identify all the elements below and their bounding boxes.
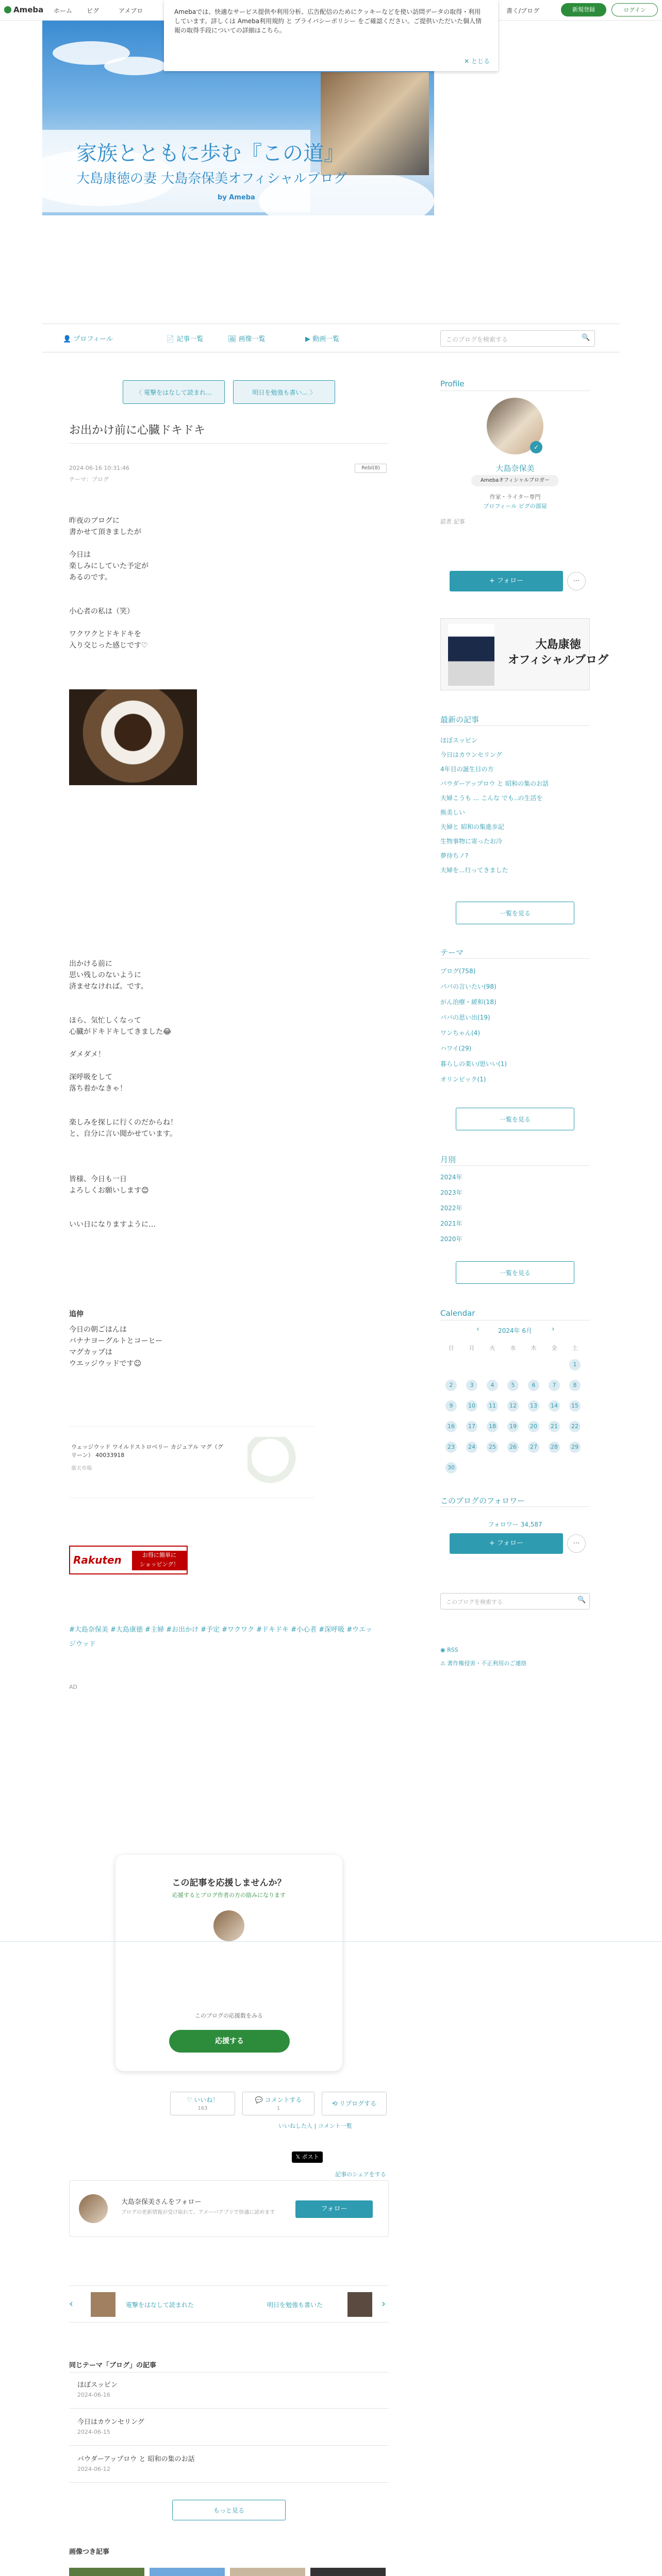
article-line: 皆様、今日も一日 bbox=[69, 1175, 127, 1183]
calendar-day[interactable]: 17 bbox=[466, 1421, 477, 1432]
sidebar-follow-button[interactable]: + フォロー bbox=[450, 571, 563, 591]
article-line: 昨夜のブログに bbox=[69, 517, 120, 525]
hashtags[interactable]: #大島奈保美 #大島康徳 #主婦 #お出かけ #予定 #ワクワク #ドキドキ #小心者 #深呼吸 #ウエッジウッド bbox=[69, 1626, 372, 1648]
rakuten-logo: Rakuten bbox=[73, 1554, 122, 1566]
post-x-button[interactable]: 𝕏 ポスト bbox=[292, 2151, 323, 2163]
likes-comments-link[interactable]: いいねした人 | コメント一覧 bbox=[278, 2123, 352, 2129]
calendar-day[interactable]: 16 bbox=[445, 1421, 457, 1432]
recent-item[interactable]: 4年目の誕生日の方 bbox=[440, 766, 494, 773]
like-button[interactable]: ♡ いいね！ 163 bbox=[170, 2092, 235, 2115]
divider bbox=[440, 725, 590, 726]
calendar-day[interactable]: 25 bbox=[487, 1442, 498, 1453]
recent-item[interactable]: 熊美しい bbox=[440, 809, 466, 816]
official-badge: Amebaオフィシャルブロガー bbox=[471, 475, 559, 486]
image-article-thumb[interactable] bbox=[310, 2568, 386, 2576]
month-item[interactable]: 2022年 bbox=[440, 1205, 462, 1212]
comment-icon: 💬 bbox=[255, 2096, 263, 2104]
image-article-thumb[interactable] bbox=[150, 2568, 225, 2576]
calendar-day[interactable]: 24 bbox=[466, 1442, 477, 1453]
rss-icon: ◉ bbox=[440, 1647, 445, 1653]
rss-link[interactable]: ◉ RSS bbox=[440, 1647, 458, 1653]
register-button[interactable]: 新規登録 bbox=[561, 3, 606, 16]
follower-count[interactable]: フォロワー 34,587 bbox=[488, 1521, 542, 1528]
calendar-day[interactable]: 23 bbox=[445, 1442, 457, 1453]
product-source: 楽天市場 bbox=[71, 1466, 92, 1471]
article-title[interactable]: お出かけ前に心臓ドキドキ bbox=[69, 424, 206, 437]
notice-close-button[interactable]: ✕ とじる bbox=[464, 58, 490, 65]
article-line: 入り交じった感じです♡ bbox=[69, 641, 148, 650]
divider bbox=[440, 1506, 590, 1507]
same-theme-item-title[interactable]: ほぼスッピン bbox=[77, 2381, 118, 2389]
calendar-day[interactable]: 5 bbox=[507, 1380, 519, 1391]
official-check-icon: ✓ bbox=[530, 441, 542, 453]
divider bbox=[69, 2445, 389, 2446]
blog-nav bbox=[42, 324, 620, 352]
calendar-day[interactable]: 18 bbox=[487, 1421, 498, 1432]
nav-videos[interactable]: ▶ 動画一覧 bbox=[305, 335, 340, 343]
calendar-weekday: 月 bbox=[469, 1345, 475, 1351]
prev-thumb[interactable] bbox=[91, 2292, 115, 2317]
article-line: ウエッジウッドです☺ bbox=[69, 1360, 142, 1368]
recent-item[interactable]: 生物事物に寄ったお冷 bbox=[440, 838, 503, 845]
calendar-day[interactable]: 9 bbox=[445, 1400, 457, 1412]
pager-next[interactable]: 明日を勉強も書いた bbox=[267, 2301, 323, 2309]
recent-item[interactable]: ほぼスッピン bbox=[440, 737, 477, 744]
product-name[interactable]: ウェッジウッド ワイルドストロベリー カジュアル マグ（グリーン） 40033918 bbox=[71, 1444, 223, 1459]
article-line: ほら、気忙しくなって bbox=[69, 1016, 141, 1025]
search-input[interactable]: このブログを検索する bbox=[440, 330, 595, 347]
article-date: 2024-06-16 10:31:46 bbox=[69, 465, 129, 471]
recent-title: 最新の記事 bbox=[440, 715, 479, 724]
support-card bbox=[115, 1855, 342, 2071]
warning-icon: ⚠ bbox=[440, 1660, 445, 1667]
month-item[interactable]: 2024年 bbox=[440, 1174, 462, 1181]
blog-title[interactable]: 家族とともに歩む『この道』 bbox=[76, 142, 344, 165]
theme-title: テーマ bbox=[440, 948, 464, 957]
recent-item[interactable]: 夢待ちノ? bbox=[440, 852, 469, 859]
calendar-day[interactable]: 11 bbox=[487, 1400, 498, 1412]
calendar-day[interactable]: 4 bbox=[487, 1380, 498, 1391]
profile-links[interactable]: プロフィール ピグの部屋 bbox=[483, 503, 547, 510]
avatar bbox=[213, 1910, 244, 1941]
image-article-thumb[interactable] bbox=[69, 2568, 144, 2576]
calendar-day[interactable]: 8 bbox=[569, 1380, 581, 1391]
article-line: 出かける前に bbox=[69, 960, 112, 968]
cookie-notice-text: Amebaでは、快適なサービス提供や利用分析、広告配信のためにクッキーなどを使い訪問データの取得・利用しています。詳しくは Ameba利用規約 と プライバシーポリシー をご確認ください。ご提供いただいた個人情報の取得手段についての詳細はこちら。 bbox=[174, 8, 482, 34]
theme-item[interactable]: オリンピック(1) bbox=[440, 1076, 486, 1083]
article-line: 楽しみにしていた予定が bbox=[69, 562, 148, 570]
calendar-day[interactable]: 27 bbox=[528, 1442, 539, 1453]
follow-box-name: 大島奈保美さんをフォロー bbox=[121, 2198, 202, 2206]
heart-icon: ♡ bbox=[186, 2096, 192, 2104]
month-item[interactable]: 2023年 bbox=[440, 1189, 462, 1196]
calendar-weekday: 火 bbox=[489, 1345, 495, 1351]
article-line: マグカップは bbox=[69, 1348, 112, 1357]
follower-title: このブログのフォロワー bbox=[440, 1496, 525, 1505]
nav-ameblo[interactable]: アメブロ bbox=[119, 7, 143, 14]
comment-button[interactable]: 💬 コメントする 1 bbox=[242, 2092, 315, 2115]
article-line: と、自分に言い聞かせています。 bbox=[69, 1130, 177, 1138]
next-article-button[interactable]: 明日を勉強も書い... 〉 bbox=[233, 380, 335, 404]
article-line: 心臓がドキドキしてきました😂 bbox=[69, 1028, 172, 1036]
article-line: ワクワクとドキドキを bbox=[69, 630, 141, 638]
nav-pigg[interactable]: ピグ bbox=[87, 7, 100, 14]
support-title: この記事を応援しませんか？ bbox=[172, 1878, 286, 1888]
chevron-right-icon[interactable]: › bbox=[382, 2297, 386, 2310]
calendar-day[interactable]: 19 bbox=[507, 1421, 519, 1432]
calendar-day[interactable]: 2 bbox=[445, 1380, 457, 1391]
article-theme[interactable]: テーマ：ブログ bbox=[69, 476, 109, 483]
sidebar-follow-button-2[interactable]: + フォロー bbox=[450, 1533, 563, 1554]
theme-item[interactable]: ハワイ(29) bbox=[440, 1045, 472, 1052]
calendar-day[interactable]: 29 bbox=[569, 1442, 581, 1453]
article-line: 書かせて頂きましたが bbox=[69, 528, 141, 536]
calendar-day[interactable]: 30 bbox=[445, 1462, 457, 1473]
theme-more-button[interactable]: 一覧を見る bbox=[456, 1108, 574, 1130]
theme-item[interactable]: パパの言いたい(98) bbox=[440, 983, 496, 990]
month-more-button[interactable]: 一覧を見る bbox=[456, 1261, 574, 1284]
cal-prev-icon[interactable]: ‹ bbox=[476, 1325, 479, 1333]
article-line: 深呼吸をして bbox=[69, 1073, 112, 1081]
same-theme-item-title[interactable]: パウダーアップロウ と 昭和の集のお話 bbox=[77, 2455, 195, 2463]
article-line: 思い残しのないように bbox=[69, 971, 141, 979]
recent-item[interactable]: 夫婦と 昭和の集進歩記 bbox=[440, 823, 504, 831]
login-button[interactable]: ログイン bbox=[611, 3, 658, 16]
section-divider bbox=[0, 1941, 662, 1942]
logo-icon bbox=[4, 6, 11, 13]
nav-entries[interactable]: 📄 記事一覧 bbox=[166, 335, 204, 343]
article-line: ダメダメ！ bbox=[69, 1050, 105, 1059]
month-item[interactable]: 2021年 bbox=[440, 1220, 462, 1227]
calendar-day[interactable]: 28 bbox=[549, 1442, 560, 1453]
calendar-day[interactable]: 3 bbox=[466, 1380, 477, 1391]
article-line: よろしくお願いします😊 bbox=[69, 1187, 149, 1195]
calendar-day[interactable]: 20 bbox=[528, 1421, 539, 1432]
calendar-title: Calendar bbox=[440, 1309, 475, 1318]
nav-profile[interactable]: 👤 プロフィール bbox=[63, 335, 113, 343]
follow-box-desc: ブログの更新情報が受け取れて、アメーバアプリで快適に読めます bbox=[121, 2210, 275, 2215]
theme-item[interactable]: 暮らしの楽い/思いい(1) bbox=[440, 1060, 507, 1067]
theme-item[interactable]: ブログ(758) bbox=[440, 968, 476, 975]
recent-item[interactable]: パウダーアップロウ と 昭和の集のお話 bbox=[440, 780, 549, 787]
mug-image[interactable] bbox=[247, 1437, 304, 1488]
same-theme-more-button[interactable]: もっと見る bbox=[172, 2500, 286, 2520]
month-title: 月別 bbox=[440, 1155, 456, 1164]
image-articles-title: 画像つき記事 bbox=[69, 2548, 110, 2556]
same-theme-item-date: 2024-06-15 bbox=[77, 2429, 110, 2435]
calendar-day[interactable]: 12 bbox=[507, 1400, 519, 1412]
blog-subtitle: 大島康徳の妻 大島奈保美オフィシャルブログ bbox=[76, 171, 347, 187]
article-line: あるのです。 bbox=[69, 573, 112, 582]
prev-article-button[interactable]: 〈 電撃をはなして読まれ... bbox=[123, 380, 225, 404]
postscript-heading: 追伸 bbox=[69, 1310, 84, 1318]
article-line: 今日の朝ごはんは bbox=[69, 1326, 127, 1334]
same-theme-title: 同じテーマ「ブログ」の記事 bbox=[69, 2362, 157, 2369]
chevron-left-icon[interactable]: ‹ bbox=[69, 2297, 73, 2310]
theme-item[interactable]: がん治療・緩和(18) bbox=[440, 998, 496, 1006]
theme-item[interactable]: パパの思い出(19) bbox=[440, 1014, 490, 1021]
ad-label: AD bbox=[69, 1684, 77, 1690]
cookie-notice bbox=[164, 0, 498, 71]
next-thumb[interactable] bbox=[347, 2292, 372, 2317]
same-theme-item-date: 2024-06-16 bbox=[77, 2392, 110, 2398]
article-line: いい日になりますように… bbox=[69, 1221, 156, 1229]
cloud-shape bbox=[104, 57, 166, 75]
calendar-weekday: 金 bbox=[551, 1345, 557, 1351]
banner-text: 大島康徳 オフィシャルブログ bbox=[508, 638, 609, 667]
calendar-day[interactable]: 1 bbox=[569, 1359, 581, 1370]
reblog-icon: ⟲ bbox=[332, 2100, 338, 2107]
calendar-day[interactable]: 21 bbox=[549, 1421, 560, 1432]
calendar-month: 2024年 6月 bbox=[498, 1327, 532, 1334]
cal-next-icon[interactable]: › bbox=[552, 1325, 555, 1333]
write-blog-link[interactable]: 書く/ブログ bbox=[506, 7, 540, 14]
report-link[interactable]: ⚠ 著作権侵害・不正利用のご連絡 bbox=[440, 1660, 527, 1667]
follow-box bbox=[69, 2180, 389, 2237]
avatar bbox=[79, 2194, 108, 2223]
recent-item[interactable]: 今日はカウンセリング bbox=[440, 751, 502, 758]
same-theme-item-title[interactable]: 今日はカウンセリング bbox=[77, 2418, 144, 2426]
divider bbox=[69, 2482, 389, 2483]
pager-prev[interactable]: 電撃をはなして読まれた bbox=[126, 2301, 194, 2309]
same-theme-item-date: 2024-06-12 bbox=[77, 2466, 110, 2472]
nav-images[interactable]: 🖼 画像一覧 bbox=[228, 335, 266, 343]
article-line: 済ませなければ。です。 bbox=[69, 982, 148, 991]
follow-button[interactable]: フォロー bbox=[295, 2200, 373, 2218]
calendar-day[interactable]: 22 bbox=[569, 1421, 581, 1432]
article-line: 落ち着かなきゃ！ bbox=[69, 1084, 127, 1093]
support-button[interactable]: 応援する bbox=[169, 2030, 290, 2053]
calendar-day[interactable]: 14 bbox=[549, 1400, 560, 1412]
search-icon[interactable]: 🔍 bbox=[577, 1596, 586, 1604]
divider bbox=[69, 2408, 389, 2409]
article-line: 小心者の私は（笑） bbox=[69, 607, 134, 616]
divider bbox=[440, 958, 590, 959]
calendar-day[interactable]: 7 bbox=[549, 1380, 560, 1391]
calendar-day[interactable]: 10 bbox=[466, 1400, 477, 1412]
calendar-weekday: 水 bbox=[510, 1345, 516, 1351]
reblog-button[interactable]: ⟲ リブログする bbox=[322, 2092, 387, 2115]
calendar-day[interactable]: 6 bbox=[528, 1380, 539, 1391]
recent-more-button[interactable]: 一覧を見る bbox=[456, 902, 574, 924]
calendar-day[interactable]: 15 bbox=[569, 1400, 581, 1412]
sidebar-search-input[interactable]: このブログを検索する bbox=[440, 1593, 590, 1609]
calendar-day[interactable]: 26 bbox=[507, 1442, 519, 1453]
pager bbox=[69, 2285, 389, 2323]
calendar-weekday: 木 bbox=[531, 1345, 537, 1351]
support-count-link[interactable]: このブログの応援数をみる bbox=[195, 2012, 263, 2019]
image-article-thumb[interactable] bbox=[230, 2568, 305, 2576]
profile-name[interactable]: 大島奈保美 bbox=[495, 464, 535, 473]
more-icon[interactable]: ⋯ bbox=[567, 1534, 586, 1553]
powered-by: by Ameba bbox=[218, 194, 255, 201]
official-blog-banner[interactable] bbox=[440, 618, 609, 690]
calendar-day[interactable]: 13 bbox=[528, 1400, 539, 1412]
ameba-logo[interactable]: Ameba bbox=[4, 5, 43, 14]
nav-home[interactable]: ホーム bbox=[54, 7, 73, 14]
search-icon[interactable]: 🔍 bbox=[582, 334, 590, 342]
article-line: 楽しみを探しに行くのだからね！ bbox=[69, 1118, 177, 1127]
profile-stats: 読者 記事 bbox=[440, 518, 465, 525]
recent-item[interactable]: 夫婦こうも ... こんな でも..の生活を bbox=[440, 794, 543, 802]
rakuten-text: お得に簡単に ショッピング！ bbox=[132, 1551, 187, 1570]
divider bbox=[69, 443, 389, 444]
article-line: 今日は bbox=[69, 551, 91, 559]
product-card[interactable] bbox=[69, 1426, 315, 1498]
divider bbox=[440, 1165, 590, 1166]
profile-title: Profile bbox=[440, 379, 465, 388]
share-link[interactable]: 記事のシェアをする bbox=[335, 2171, 386, 2178]
rakuten-banner[interactable] bbox=[69, 1546, 188, 1574]
theme-item[interactable]: ワンちゃん(4) bbox=[440, 1029, 480, 1037]
more-icon[interactable]: ⋯ bbox=[567, 572, 586, 590]
support-subtitle: 応援するとブログ作者の方の励みになります bbox=[172, 1892, 286, 1899]
calendar-weekday: 日 bbox=[448, 1345, 454, 1351]
profile-role: 作家・ライター専門 bbox=[489, 494, 541, 500]
coffee-photo[interactable] bbox=[69, 689, 197, 785]
month-item[interactable]: 2020年 bbox=[440, 1235, 462, 1243]
recent-item[interactable]: 夫婦を...行ってきました bbox=[440, 867, 508, 874]
reblog-badge[interactable]: Rebl(8) bbox=[355, 464, 387, 473]
calendar-weekday: 土 bbox=[572, 1345, 578, 1351]
banner-photo bbox=[448, 624, 494, 686]
article-line: バナナヨーグルトとコーヒー bbox=[69, 1337, 163, 1345]
